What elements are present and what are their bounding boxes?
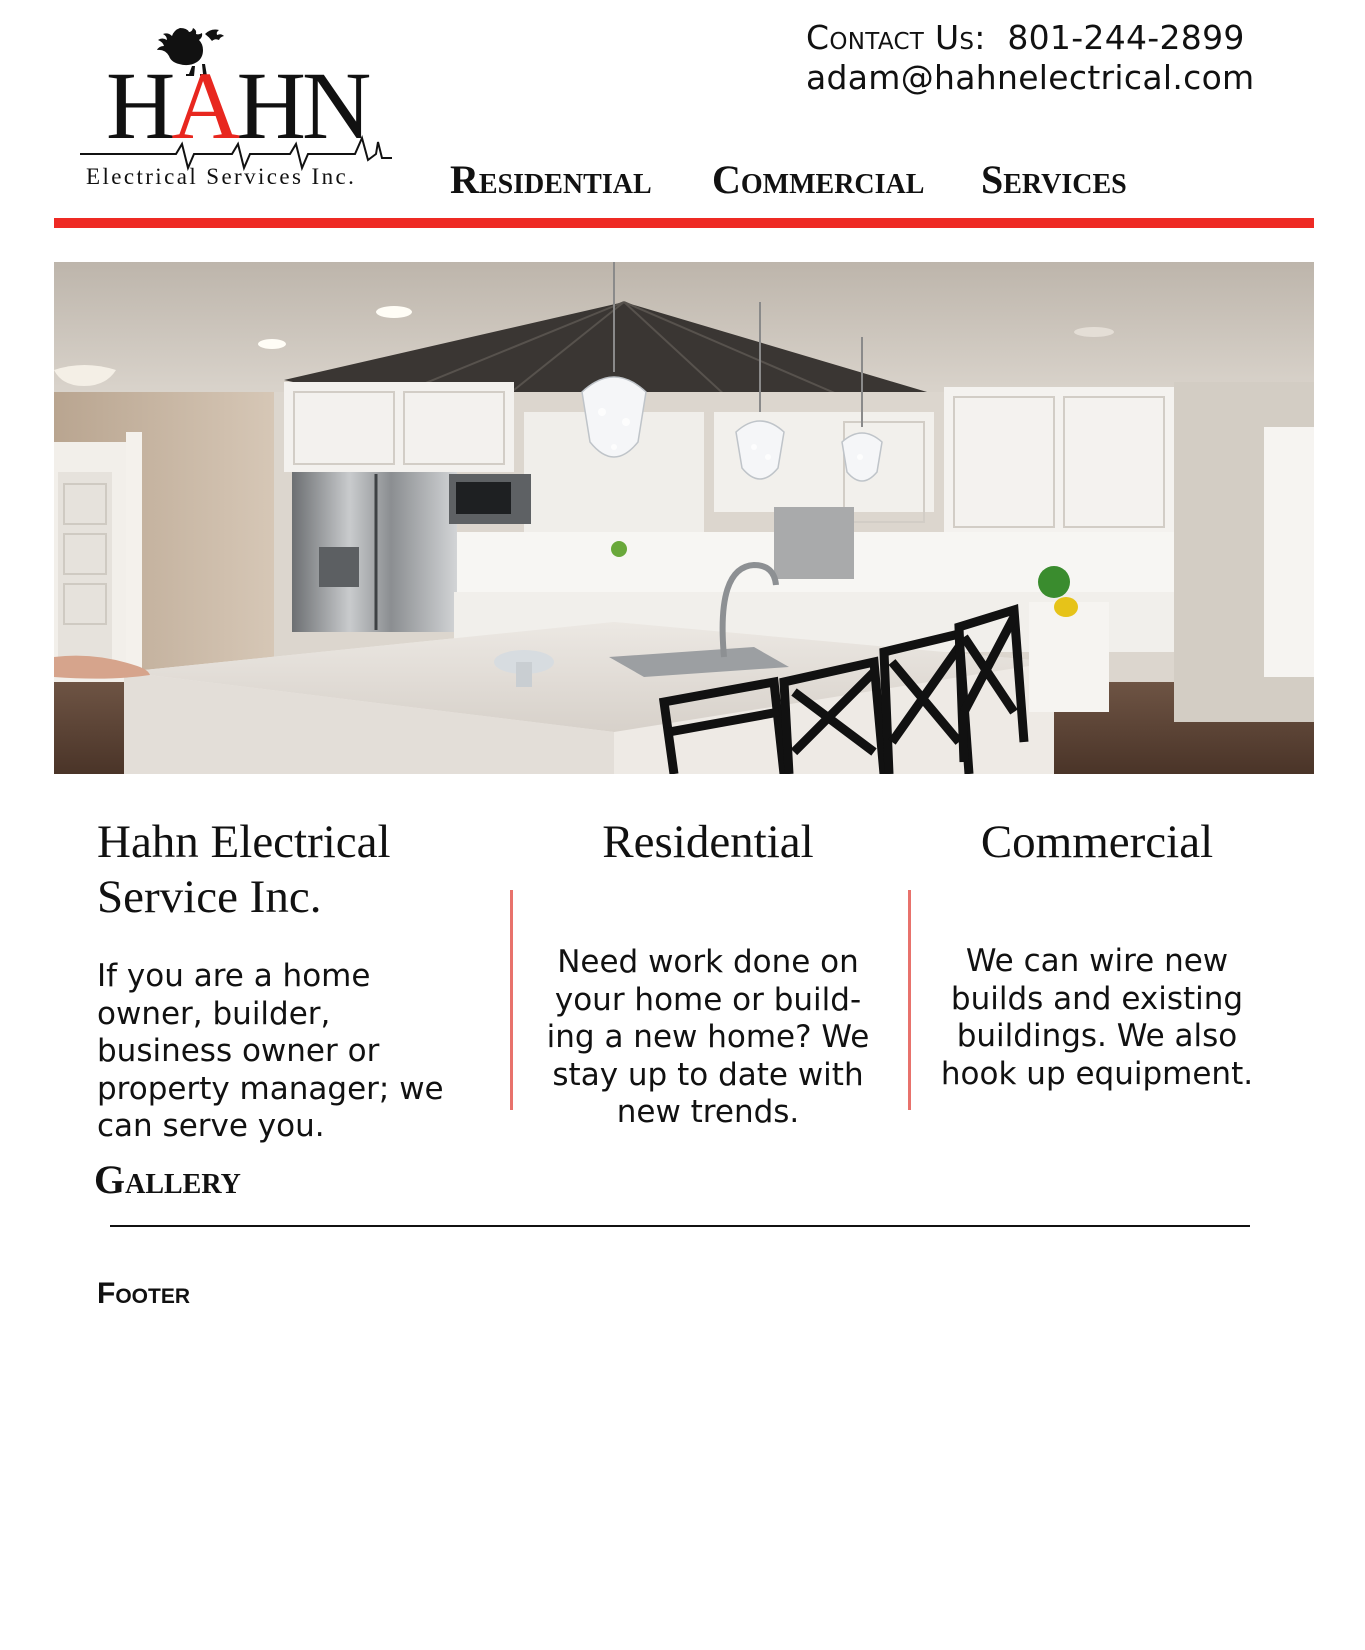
email-link[interactable]: adam@hahnelectrical.com (806, 58, 1255, 97)
intro-line: If you are a home (97, 958, 371, 994)
commercial-line: builds and existing (950, 980, 1244, 1017)
contact-label: Contact Us: (806, 18, 986, 57)
residential-line: ing a new home? We (546, 1019, 870, 1055)
logo-wordmark (106, 52, 368, 159)
logo-letter-a: A (171, 52, 237, 159)
residential-line: new trends. (616, 1094, 800, 1130)
residential-line: your home or build- (554, 981, 862, 1018)
logo-letters-hn: HN (236, 52, 368, 159)
company-heading-line2: Service Inc. (97, 871, 322, 923)
residential-line: stay up to date with (552, 1056, 864, 1093)
intro-line: business owner or (97, 1033, 380, 1069)
intro-line: property manager; we (97, 1070, 444, 1107)
nav-commercial[interactable]: Commercial (712, 157, 925, 202)
company-heading (97, 815, 457, 925)
contact-email-line (806, 58, 1255, 98)
residential-heading[interactable]: Residential (602, 816, 814, 868)
phone-link[interactable]: 801-244-2899 (1007, 18, 1245, 57)
company-heading-line1: Hahn Electrical (97, 816, 391, 868)
footer-label: Footer (97, 1277, 190, 1310)
logo-letter-h: H (106, 52, 172, 159)
column-divider (510, 890, 513, 1110)
company-logo[interactable] (80, 22, 400, 197)
hero-kitchen-image (54, 262, 1314, 774)
commercial-line: hook up equipment. (940, 1055, 1254, 1092)
intro-line: owner, builder, (97, 995, 331, 1032)
nav-services[interactable]: Services (981, 157, 1127, 202)
commercial-text (922, 943, 1272, 1093)
commercial-line: We can wire new (965, 943, 1229, 979)
gallery-divider (110, 1225, 1250, 1227)
residential-text (526, 944, 890, 1132)
nav-residential[interactable]: Residential (450, 157, 652, 202)
residential-line: Need work done on (557, 944, 859, 980)
intro-line: can serve you. (97, 1108, 325, 1144)
contact-phone-line (806, 18, 1255, 58)
column-divider (908, 890, 911, 1110)
gallery-heading[interactable]: Gallery (94, 1157, 241, 1202)
commercial-line: buildings. We also (956, 1018, 1238, 1054)
header-red-bar (54, 218, 1314, 228)
logo-tagline: Electrical Services Inc. (86, 164, 357, 189)
commercial-heading[interactable]: Commercial (980, 816, 1214, 868)
intro-text (97, 958, 477, 1146)
contact-block (806, 18, 1255, 98)
